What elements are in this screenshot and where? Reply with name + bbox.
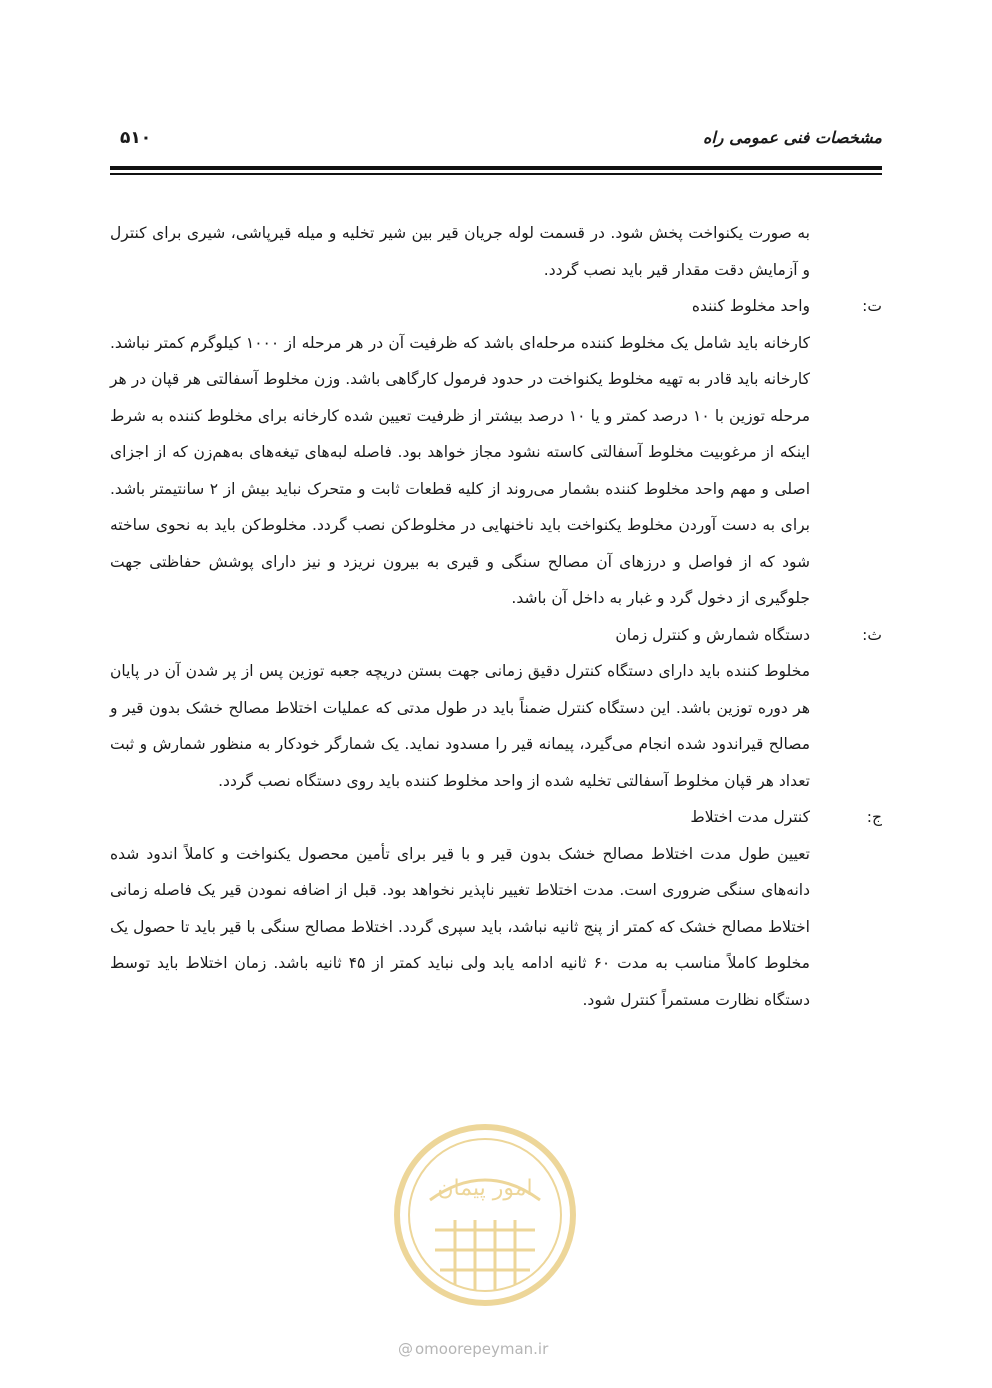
header-rule-thin [110, 173, 882, 175]
section-title: واحد مخلوط کننده [691, 297, 810, 315]
paragraph-mixer-unit: کارخانه باید شامل یک مخلوط کننده مرحله‌ای باشد که ظرفیت آن در هر مرحله از ۱۰۰۰ کیلوگرم کمتر نباشد. کارخانه باید قادر به تهیه مخلوط یکنواخت در حدود فرمول کارگاهی باشد. وزن مخلوط آسفالتی هر قپان در هر مرحله توزین با ۱۰ درصد کمتر و یا ۱۰ درصد بیشتر از ظرفیت تعیین شده کارخانه برای مخلوط کننده به شرط اینکه از مرغوبیت مخلوط آسفالتی کاسته نشود مجاز خواهد بود. فاصله لبه‌های تیغه‌های به‌هم‌زن که از اجزای اصلی و مهم واحد مخلوط کننده بشمار می‌روند از کلیه قطعات ثابت و متحرک نباید بیش از ۲ سانتیمتر باشد. برای به دست آوردن مخلوط یکنواخت باید ناخنهایی در مخلوط‌کن نصب گردد. مخلوط‌کن باید به نحوی ساخته شود که از فواصل و درزهای آن مصالح سنگی و قیری به بیرون نریزد و نیز دارای پوشش حفاظتی جهت جلوگیری از دخول گرد و غبار به داخل آن باشد. [110, 333, 810, 607]
section-letter: ث: [862, 625, 882, 644]
section-letter: ج: [866, 808, 882, 826]
footer-website-text: omoorepeyman.ir [415, 1340, 549, 1358]
section-letter: ت: [862, 297, 882, 315]
section-heading-jim [110, 799, 882, 836]
section-heading-se [110, 617, 882, 654]
paragraph-counter-timer: مخلوط کننده باید دارای دستگاه کنترل دقیق زمانی جهت بستن دریچه جعبه توزین پس از پر شدن آن در پایان هر دوره توزین باشد. این دستگاه کنترل ضمناً باید در طول مدتی که عملیات اختلاط مصالح خشک بدون قیر و مصالح قیراندود شده انجام می‌گیرد، پیمانه قیر را مسدود نماید. یک شمارگر خودکار به منظور شمارش و ثبت تعداد هر قپان مخلوط آسفالتی تخلیه شده از واحد مخلوط کننده باید روی دستگاه نصب گردد. [110, 662, 810, 790]
section-title: کنترل مدت اختلاط [690, 808, 810, 826]
body-text [110, 215, 882, 1018]
section-title: دستگاه شمارش و کنترل زمان [615, 625, 810, 644]
paragraph-mixing-time: تعیین طول مدت اختلاط مصالح خشک بدون قیر و با قیر برای تأمین محصول یکنواخت و کاملاً اندود شده دانه‌های سنگی ضروری است. مدت اختلاط تغییر ناپذیر نخواهد بود. قبل از اضافه نمودن قیر یک فاصله زمانی اختلاط مصالح خشک که کمتر از پنج ثانیه نباشد، باید سپری گردد. اختلاط مصالح سنگی با قیر باید تا حصول یک مخلوط کاملاً مناسب به مدت ۶۰ ثانیه ادامه یابد ولی نباید کمتر از ۴۵ ثانیه باشد. زمان اختلاط باید توسط دستگاه نظارت مستمراً کنترل شود. [110, 844, 810, 1009]
page-header [110, 128, 882, 158]
footer-website [398, 1340, 598, 1358]
emblem-logo-icon [390, 1120, 580, 1310]
header-rule-thick [110, 166, 882, 170]
page-number: ۵۱۰ [120, 128, 152, 148]
section-heading-te [110, 288, 882, 325]
at-icon: @ [398, 1340, 413, 1358]
watermark-logo-text: امور پیمان [437, 1176, 533, 1201]
running-title: مشخصات فنی عمومی راه [702, 128, 882, 147]
paragraph-intro: به صورت یکنواخت پخش شود. در قسمت لوله جریان قیر بین شیر تخلیه و میله قیرپاشی، شیری برای کنترل و آزمایش دقت مقدار قیر باید نصب گردد. [110, 224, 810, 279]
